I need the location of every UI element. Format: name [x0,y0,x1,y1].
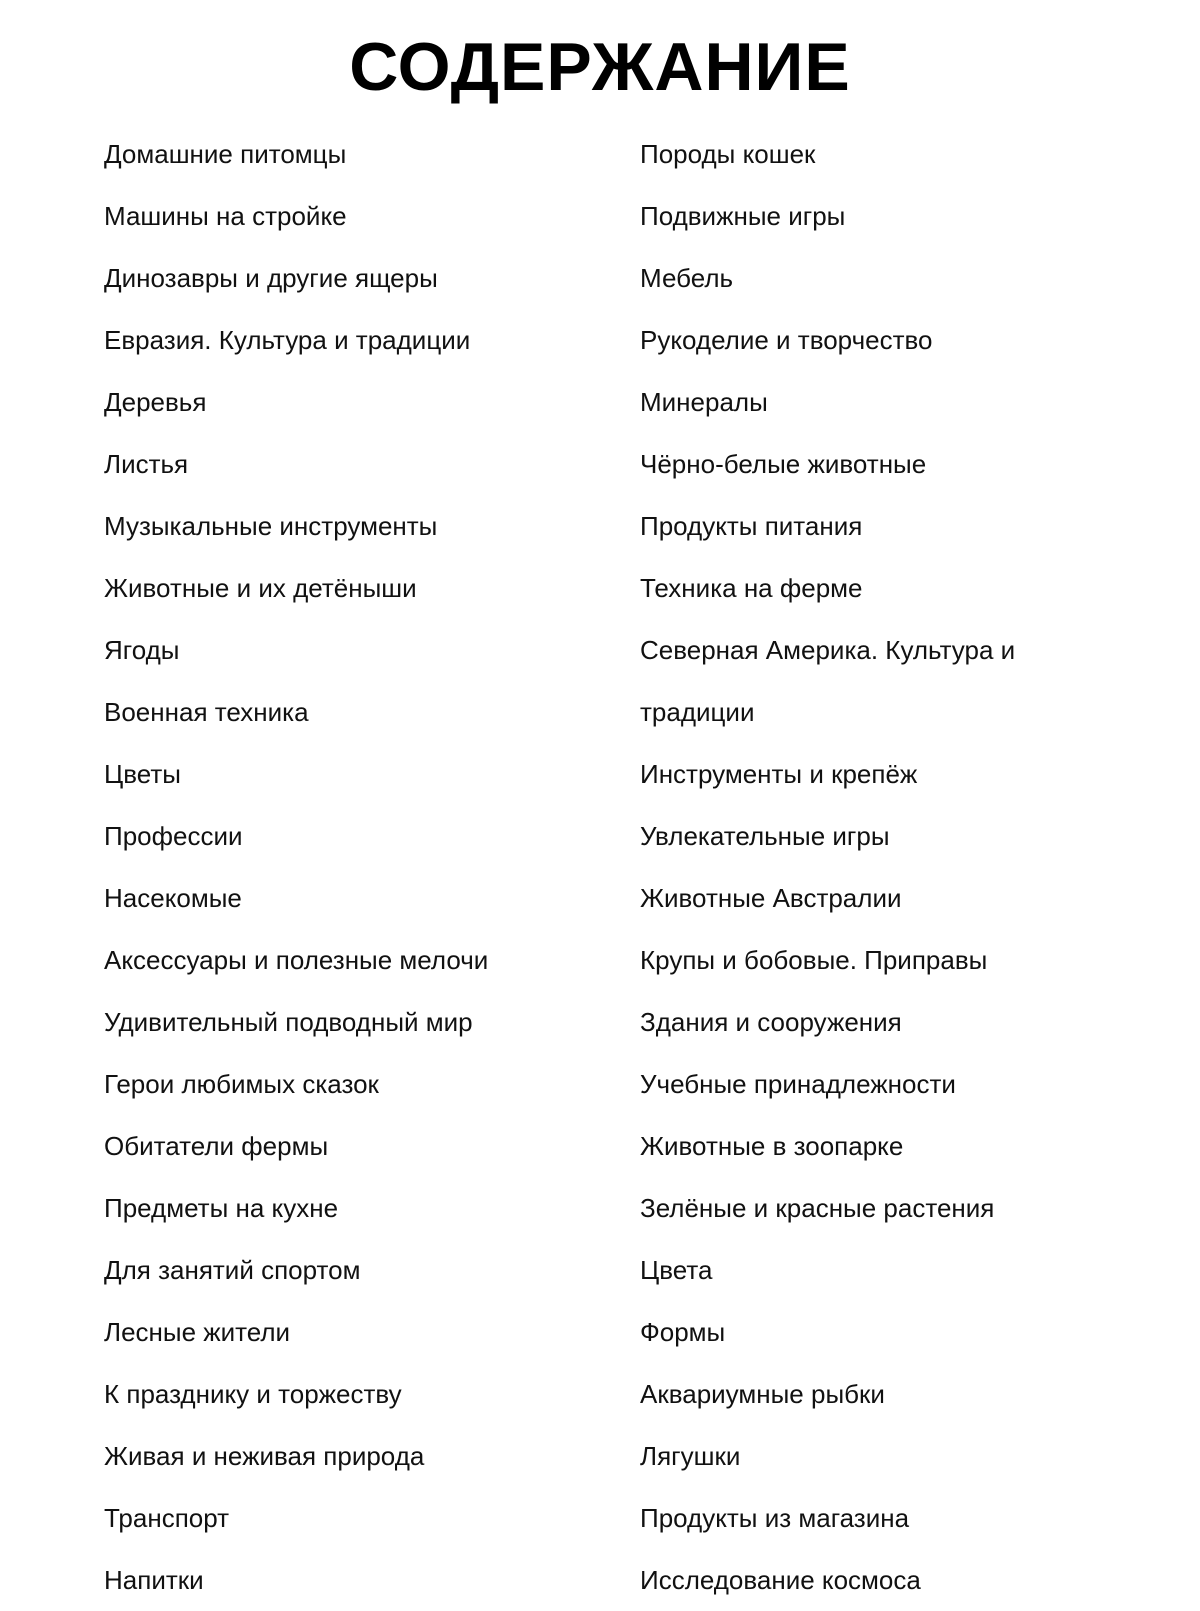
contents-item: Здания и сооружения [640,1007,902,1037]
contents-item: Транспорт [104,1503,230,1533]
contents-item: Породы кошек [640,139,816,169]
contents-item: Крупы и бобовые. Приправы [640,945,988,975]
contents-list-right [640,123,1160,1611]
contents-item: Динозавры и другие ящеры [104,263,438,293]
contents-item: Цветы [104,759,181,789]
contents-item: Цвета [640,1255,713,1285]
contents-list-left [104,123,604,1611]
contents-item: К празднику и торжеству [104,1379,402,1409]
contents-item: Учебные принадлежности [640,1069,956,1099]
contents-item: Герои любимых сказок [104,1069,379,1099]
contents-item: Обитатели фермы [104,1131,329,1161]
contents-item: Продукты из магазина [640,1503,910,1533]
contents-item: традиции [640,697,755,727]
contents-item: Деревья [104,387,207,417]
contents-item: Лесные жители [104,1317,291,1347]
contents-item: Исследование космоса [640,1565,921,1595]
contents-item: Животные в зоопарке [640,1131,904,1161]
contents-item: Инструменты и крепёж [640,759,918,789]
contents-item: Мебель [640,263,734,293]
contents-item: Евразия. Культура и традиции [104,325,471,355]
contents-item: Северная Америка. Культура и [640,635,1016,665]
contents-item: Животные Австралии [640,883,902,913]
contents-item: Ягоды [104,635,180,665]
contents-item: Предметы на кухне [104,1193,339,1223]
contents-item: Напитки [104,1565,204,1595]
contents-item: Домашние питомцы [104,139,347,169]
contents-item: Животные и их детёныши [104,573,417,603]
page-title: СОДЕРЖАНИЕ [349,29,851,105]
contents-item: Лягушки [640,1441,741,1471]
contents-item: Рукоделие и творчество [640,325,933,355]
contents-item: Военная техника [104,697,309,727]
contents-item: Живая и неживая природа [104,1441,425,1471]
contents-item: Продукты питания [640,511,863,541]
contents-item: Чёрно-белые животные [640,449,927,479]
contents-item: Профессии [104,821,243,851]
contents-item: Для занятий спортом [104,1255,361,1285]
contents-item: Листья [104,449,189,479]
contents-item: Аквариумные рыбки [640,1379,885,1409]
contents-item: Насекомые [104,883,242,913]
contents-item: Формы [640,1317,726,1347]
contents-item: Зелёные и красные растения [640,1193,995,1223]
contents-item: Музыкальные инструменты [104,511,438,541]
contents-item: Техника на ферме [640,573,863,603]
contents-item: Удивительный подводный мир [104,1007,473,1037]
contents-item: Минералы [640,387,768,417]
contents-item: Машины на стройке [104,201,347,231]
contents-item: Увлекательные игры [640,821,890,851]
contents-item: Аксессуары и полезные мелочи [104,945,489,975]
contents-item: Подвижные игры [640,201,846,231]
